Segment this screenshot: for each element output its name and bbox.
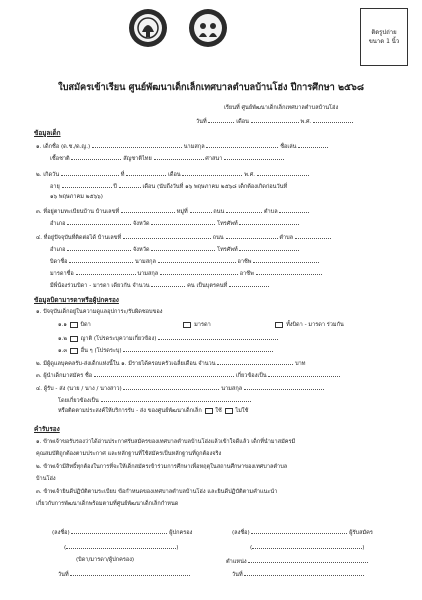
- guardian-printed-name-field[interactable]: [66, 542, 176, 549]
- religion-field[interactable]: [224, 153, 284, 160]
- guardian-name-hint: (บิดา/มารดา/ผู้ปกครอง): [76, 557, 135, 563]
- age-cutoff-line: ๑๖ พฤษภาคม ๒๕๖๖): [50, 194, 103, 200]
- reg-phone-field[interactable]: [239, 218, 299, 225]
- age-months-field[interactable]: [119, 181, 141, 188]
- child-lastname-field[interactable]: [206, 141, 278, 148]
- other-checkbox[interactable]: [70, 348, 78, 354]
- current-district-line: อำเภอ จังหวัด โทรศัพท์: [50, 244, 299, 254]
- cur-house-no-field[interactable]: [123, 232, 211, 239]
- date-line: วันที่ เดือน พ.ศ.: [196, 116, 353, 126]
- photo-size-label: ขนาด 1 นิ้ว: [368, 38, 400, 45]
- father-lastname-field[interactable]: [158, 256, 236, 263]
- reg-province-field[interactable]: [151, 218, 215, 225]
- caretaker-option-row-1: ๑.๑ บิดา มารดา ทั้งบิดา - มารดา ร่วมกัน: [58, 322, 344, 328]
- cur-subdistrict-field[interactable]: [295, 232, 331, 239]
- registrar-date-field[interactable]: [244, 569, 364, 576]
- child-center-seal-icon: [188, 8, 228, 48]
- other-specify-field[interactable]: [123, 345, 273, 352]
- registered-district-line: อำเภอ จังหวัด โทรศัพท์: [50, 218, 299, 228]
- transport-service-line: หรือติดตามประสงค์ให้บริการรับ - ส่ง ของศูนย์พัฒนาเด็กเล็ก ใช้ ไม่ใช้: [58, 408, 249, 414]
- income-field[interactable]: [217, 358, 293, 365]
- addressee-line: เรียนที่ ศูนย์พัฒนาเด็กเล็กเทศบาลตำบลบ้านโฮ่ง: [224, 105, 339, 111]
- birth-order-field[interactable]: [229, 280, 269, 287]
- current-address-line: ๔. ที่อยู่ปัจจุบันที่ติดต่อได้ บ้านเลขที่ ถนน ตำบล: [36, 232, 331, 242]
- father-checkbox[interactable]: [70, 322, 78, 328]
- age-line: อายุ ปี เดือน (นับถึงวันที่ ๑๖ พฤษภาคม ๒๕๖๘ เด็กต้องเกิดก่อนวันที่: [50, 181, 287, 191]
- guardian-signature-line: (ลงชื่อ) ผู้ปกครอง: [52, 527, 192, 537]
- no-transport-checkbox[interactable]: [225, 408, 233, 414]
- registrar-signature-field[interactable]: [251, 527, 347, 534]
- applicant-relation-field[interactable]: [268, 370, 340, 377]
- municipality-seal-icon: [128, 8, 168, 48]
- caretaker-option-row-3: ๑.๓ อื่น ๆ (โปรดระบุ): [58, 345, 273, 355]
- guardian-signature-field[interactable]: [71, 527, 167, 534]
- relative-relation-field[interactable]: [158, 333, 278, 340]
- guardian-date-field[interactable]: [70, 569, 190, 576]
- pickup-relation-field[interactable]: [101, 395, 251, 402]
- father-name-field[interactable]: [69, 256, 133, 263]
- term-3-line-b: เกี่ยวกับการพัฒนาเด็กพร้อมตามที่ศูนย์พัฒนาเด็กเล็กกำหนด: [36, 501, 179, 507]
- applicant-name-field[interactable]: [94, 370, 234, 377]
- father-occupation-field[interactable]: [253, 256, 319, 263]
- nationality-field[interactable]: [154, 153, 204, 160]
- year-field[interactable]: [313, 116, 353, 123]
- both-parents-checkbox[interactable]: [275, 322, 283, 328]
- term-2-line-a: ๒. ข้าพเจ้ามีสิทธิ์ทุกต้องในการที่จะให้เด็กสมัครเข้าร่วมการศึกษาเพื่อหฤตุในสถานศึกษาของเทศบาลตำบล: [36, 464, 288, 470]
- cur-district-field[interactable]: [67, 244, 131, 251]
- birth-month-field[interactable]: [182, 169, 242, 176]
- registrar-position-field[interactable]: [248, 556, 368, 563]
- child-firstname-field[interactable]: [92, 141, 182, 148]
- registered-address-line: ๓. ที่อยู่ตามทะเบียนบ้าน บ้านเลขที่ หมู่ที่ ถนน ตำบล: [36, 206, 309, 216]
- caretaker-option-row-2: ๑.๒ ญาติ (โปรดระบุความเกี่ยวข้อง): [58, 333, 278, 343]
- day-field[interactable]: [208, 116, 234, 123]
- birth-year-field[interactable]: [257, 169, 309, 176]
- child-nickname-field[interactable]: [298, 141, 328, 148]
- reg-subdistrict-field[interactable]: [279, 206, 309, 213]
- term-2-line-b: บ้านโฮ่ง: [36, 476, 56, 482]
- father-line: บิดาชื่อ นามสกุล อาชีพ: [50, 256, 319, 266]
- birth-line: ๒. เกิดวัน ที่ เดือน พ.ศ.: [36, 169, 309, 179]
- pickup-person-line: ๔. ผู้รับ - ส่ง (นาย / นาง / นางสาว) นามสกุล: [36, 383, 324, 393]
- term-1-line-b: คุณสมบัติถูกต้องตามประกาศ และหลักฐานที่ใช้สมัครเป็นหลักฐานที่ถูกต้องจริง: [36, 451, 222, 457]
- relative-checkbox[interactable]: [70, 336, 78, 342]
- mother-name-field[interactable]: [76, 268, 136, 275]
- reg-moo-field[interactable]: [190, 206, 212, 213]
- registrar-date-line: วันที่: [232, 569, 364, 579]
- income-line: ๒. มีผู้ดูแลบุคคลรับ-ส่งเด็กแห่งนี้ใน ๑. มีรายได้ครอบครัวเฉลี่ยเดือน จำนวน บาท: [36, 358, 305, 368]
- registrar-signature-line: (ลงชื่อ) ผู้รับสมัคร: [232, 527, 373, 537]
- reg-road-field[interactable]: [226, 206, 262, 213]
- age-years-field[interactable]: [62, 181, 112, 188]
- caretaker-question: ๑. ปัจจุบันเด็กอยู่ในความดูแลอุปการะ/รับผิดชอบของ: [36, 309, 163, 315]
- birth-day-field[interactable]: [126, 169, 166, 176]
- mother-line: มารดาชื่อ นามสกุล อาชีพ: [50, 268, 322, 278]
- cur-phone-field[interactable]: [239, 244, 299, 251]
- month-field[interactable]: [251, 116, 299, 123]
- applicant-line: ๓. ผู้นำเด็กมาสมัคร ชื่อ เกี่ยวข้องเป็น: [36, 370, 340, 380]
- birth-weekday-field[interactable]: [61, 169, 119, 176]
- guardian-printed-name-line: ( ): [64, 542, 178, 551]
- ethnicity-field[interactable]: [71, 153, 121, 160]
- photo-placeholder-box: [360, 8, 408, 66]
- terms-section-heading: คำรับรอง: [34, 425, 60, 433]
- reg-district-field[interactable]: [67, 218, 131, 225]
- guardian-date-line: วันที่: [58, 569, 190, 579]
- use-transport-checkbox[interactable]: [205, 408, 213, 414]
- child-ethnicity-line: เชื้อชาติ สัญชาติไทย ศาสนา: [50, 153, 284, 163]
- form-title: ใบสมัครเข้าเรียน ศูนย์พัฒนาเด็กเล็กเทศบาลตำบลบ้านโฮ่ง ปีการศึกษา ๒๕๖๘: [58, 82, 364, 93]
- cur-road-field[interactable]: [226, 232, 278, 239]
- siblings-line: มีพี่น้องร่วมบิดา - มารดา เดียวกัน จำนวน คน เป็นบุตรคนที่: [50, 280, 269, 290]
- siblings-count-field[interactable]: [151, 280, 185, 287]
- mother-checkbox[interactable]: [183, 322, 191, 328]
- child-section-heading: ข้อมูลเด็ก: [34, 129, 61, 137]
- term-1-line-a: ๑. ข้าพเจ้าขอรับรองว่าได้อ่านประกาศรับสมัครของเทศบาลตำบลบ้านโฮ่งแล้วเข้าใจดีแล้ว เด็กที่นำมาสมัครมี: [36, 439, 296, 445]
- guardian-section-heading: ข้อมูลบิดามารดาหรือผู้ปกครอง: [34, 296, 119, 304]
- photo-label: ติดรูปถ่าย: [371, 29, 397, 36]
- registrar-position-line: ตำแหน่ง: [226, 556, 368, 566]
- pickup-relation-line: โดยเกี่ยวข้องเป็น: [58, 395, 251, 405]
- mother-occupation-field[interactable]: [256, 268, 322, 275]
- mother-lastname-field[interactable]: [160, 268, 238, 275]
- pickup-lastname-field[interactable]: [244, 383, 324, 390]
- child-name-line: ๑. เด็กชื่อ (ด.ช./ด.ญ.) นามสกุล ชื่อเล่น: [36, 141, 328, 151]
- pickup-name-field[interactable]: [123, 383, 219, 390]
- term-3-line-a: ๓. ข้าพเจ้ายินดีปฏิบัติตามระเบียบ ข้อกำหนดของเทศบาลตำบลบ้านโฮ่ง และยินดีปฏิบัติตามคำแนะนำ: [36, 489, 278, 495]
- cur-province-field[interactable]: [151, 244, 215, 251]
- registrar-printed-name-field[interactable]: [252, 542, 362, 549]
- registrar-printed-name-line: ( ): [250, 542, 364, 551]
- reg-house-no-field[interactable]: [121, 206, 175, 213]
